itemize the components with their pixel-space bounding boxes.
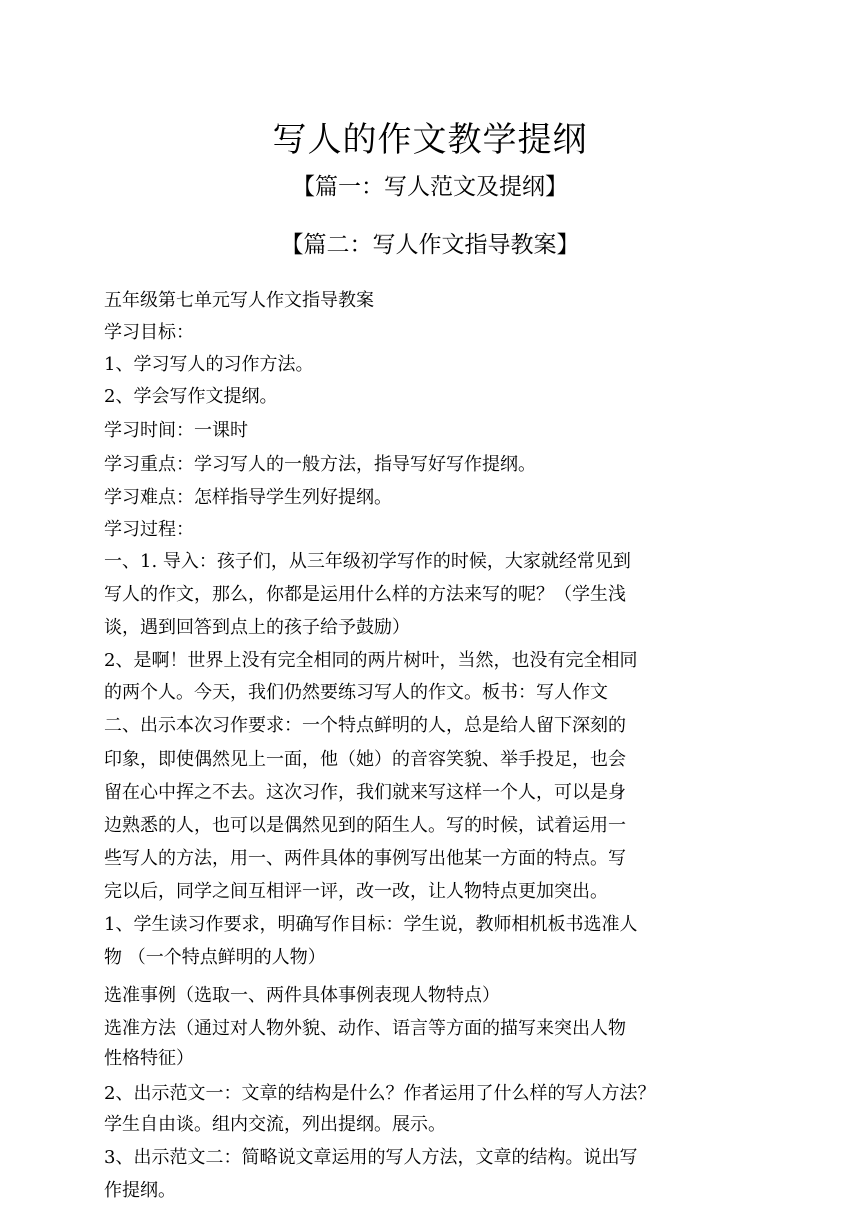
body-line: 印象，即使偶然见上一面，他（她）的音容笑貌、举手投足，也会 — [104, 749, 626, 770]
body-line: 学习过程： — [104, 519, 194, 540]
body-line: 性格特征） — [104, 1048, 194, 1069]
body-line: 写人的作文，那么，你都是运用什么样的方法来写的呢？（学生浅 — [104, 584, 626, 605]
body-line: 留在心中挥之不去。这次习作，我们就来写这样一个人，可以是身 — [104, 782, 626, 803]
body-line: 谈，遇到回答到点上的孩子给予鼓励） — [104, 617, 410, 638]
body-line: 2、学会写作文提纲。 — [104, 386, 278, 407]
body-line: 作提纲。 — [104, 1180, 176, 1201]
section-heading-1: 【篇一：写人范文及提纲】 — [292, 174, 568, 200]
body-line: 学习重点：学习写人的一般方法，指导写好写作提纲。 — [104, 454, 536, 475]
body-line: 学习难点：怎样指导学生列好提纲。 — [104, 487, 392, 508]
body-line: 选准方法（通过对人物外貌、动作、语言等方面的描写来突出人物 — [104, 1018, 626, 1039]
body-line: 选准事例（选取一、两件具体事例表现人物特点） — [104, 985, 500, 1006]
body-line: 1、学生读习作要求，明确写作目标：学生说，教师相机板书选准人 — [104, 914, 638, 935]
document-title: 写人的作文教学提纲 — [272, 120, 588, 160]
body-line: 学习目标： — [104, 322, 194, 343]
body-line: 些写人的方法，用一、两件具体的事例写出他某一方面的特点。写 — [104, 848, 626, 869]
body-line: 2、出示范文一：文章的结构是什么？作者运用了什么样的写人方法？ — [104, 1083, 656, 1104]
body-line: 五年级第七单元写人作文指导教案 — [104, 290, 374, 311]
body-line: 2、是啊！世界上没有完全相同的两片树叶，当然，也没有完全相同 — [104, 650, 638, 671]
section-heading-2: 【篇二：写人作文指导教案】 — [280, 232, 580, 258]
body-line: 1、学习写人的习作方法。 — [104, 354, 314, 375]
body-line: 3、出示范文二：简略说文章运用的写人方法，文章的结构。说出写 — [104, 1147, 638, 1168]
body-line: 一、1. 导入：孩子们，从三年级初学写作的时候，大家就经常见到 — [104, 551, 631, 572]
body-line: 二、出示本次习作要求：一个特点鲜明的人，总是给人留下深刻的 — [104, 715, 626, 736]
body-line: 物 （一个特点鲜明的人物） — [104, 947, 326, 968]
body-line: 的两个人。今天，我们仍然要练习写人的作文。板书：写人作文 — [104, 682, 608, 703]
body-line: 学生自由谈。组内交流，列出提纲。展示。 — [104, 1114, 446, 1135]
body-line: 学习时间：一课时 — [104, 420, 248, 441]
body-line: 边熟悉的人，也可以是偶然见到的陌生人。写的时候，试着运用一 — [104, 815, 626, 836]
body-line: 完以后，同学之间互相评一评，改一改，让人物特点更加突出。 — [104, 881, 608, 902]
